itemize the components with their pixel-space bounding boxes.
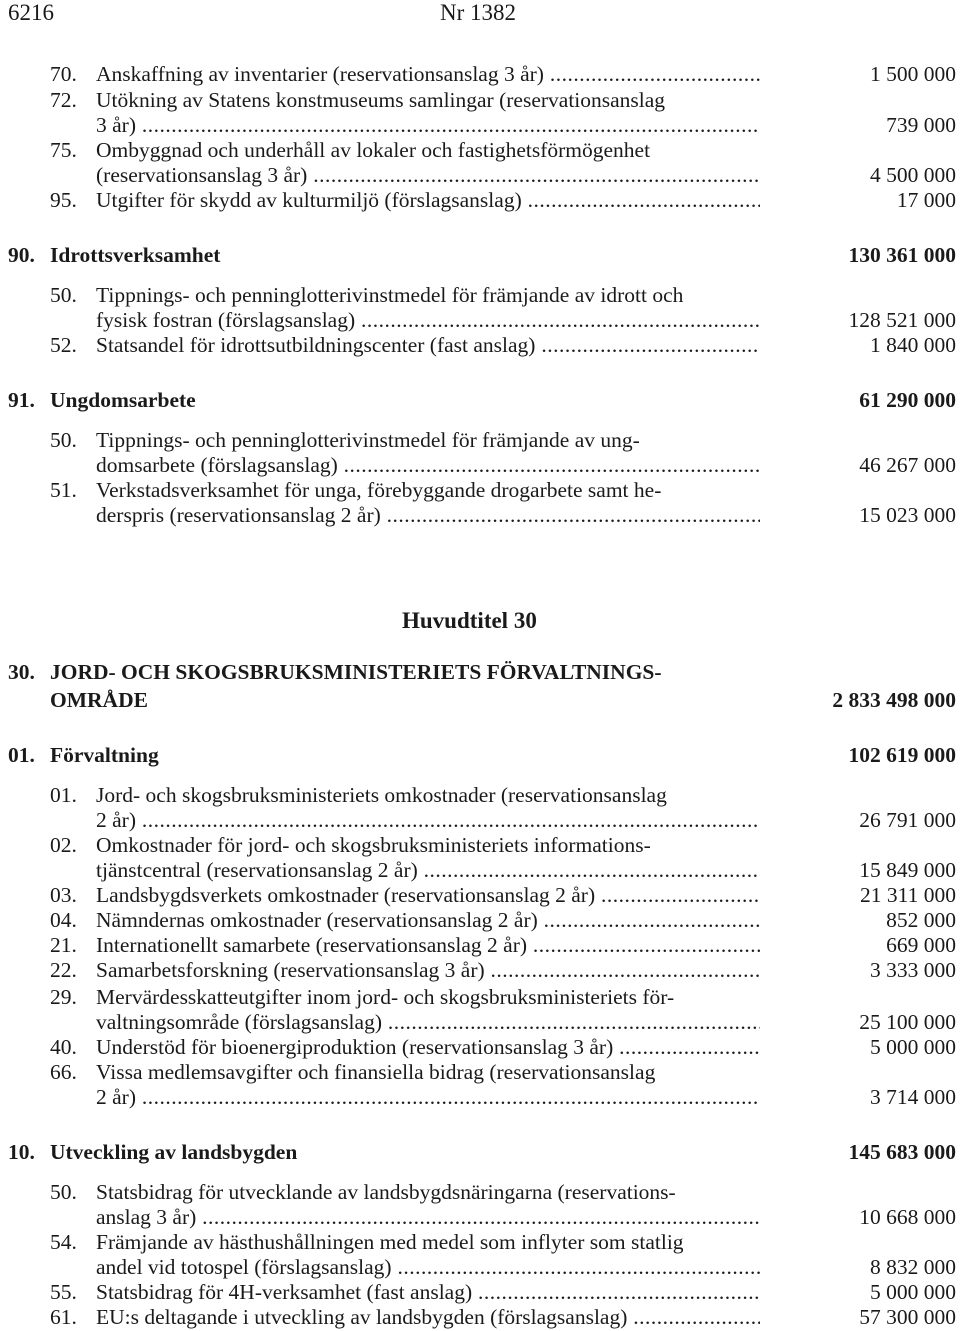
item-amount: 852 000 [886,908,956,932]
item-amount: 25 100 000 [859,1010,956,1034]
item-text: 3 år) ..... [96,113,760,138]
budget-item [50,985,956,1035]
item-number: 61. [50,1305,77,1329]
item-amount: 5 000 000 [870,1035,956,1059]
item-number: 52. [50,333,77,357]
item-amount: 1 840 000 [870,333,956,357]
item-text: Nämndernas omkostnader (reservationsanslag 2 år) ..... [96,908,760,933]
item-text: Statsandel för idrottsutbildningscenter (fast anslag) ..... [96,333,760,358]
item-amount: 669 000 [886,933,956,957]
item-text: 2 år) ..... [96,1085,760,1110]
main-title: Huvudtitel 30 [402,608,537,633]
budget-item [50,958,956,983]
item-text: Statsbidrag för 4H-verksamhet (fast anslag) ..... [96,1280,760,1305]
item-text: Understöd för bioenergiproduktion (reservationsanslag 3 år) ..... [96,1035,760,1060]
item-text: Internationellt samarbete (reservationsanslag 2 år) ..... [96,933,760,958]
item-amount: 15 023 000 [859,503,956,527]
budget-item [50,1280,956,1305]
section-amount: 145 683 000 [848,1140,956,1164]
item-text: Statsbidrag för utvecklande av landsbygdsnäringarna (reservations- [96,1180,676,1204]
item-number: 22. [50,958,77,982]
item-text: Anskaffning av inventarier (reservationsanslag 3 år) ..... [96,62,760,87]
budget-item [50,333,956,358]
item-text: tjänstcentral (reservationsanslag 2 år) ..... [96,858,760,883]
section-amount: 102 619 000 [848,743,956,767]
section-amount: 130 361 000 [848,243,956,267]
section-number: 10. [8,1140,35,1164]
item-number: 50. [50,428,77,452]
budget-item [50,933,956,958]
item-text: 2 år) ..... [96,808,760,833]
item-number: 72. [50,88,77,112]
item-text: Mervärdesskatteutgifter inom jord- och skogsbruksministeriets för- [96,985,675,1009]
budget-item [50,908,956,933]
item-amount: 8 832 000 [870,1255,956,1279]
budget-item [50,783,956,833]
item-text: Tippnings- och penninglotterivinstmedel för främjande av ung- [96,428,640,452]
item-number: 03. [50,883,77,907]
budget-item [50,883,956,908]
item-number: 51. [50,478,77,502]
section-heading [8,388,956,413]
item-text: Främjande av hästhushållningen med medel som inflyter som statlig [96,1230,684,1254]
item-amount: 21 311 000 [860,883,956,907]
item-text: anslag 3 år) ..... [96,1205,760,1230]
item-text: domsarbete (förslagsanslag) ..... [96,453,760,478]
item-text: derspris (reservationsanslag 2 år) ..... [96,503,760,528]
item-amount: 26 791 000 [859,808,956,832]
item-text: Samarbetsforskning (reservationsanslag 3 år) ..... [96,958,760,983]
item-number: 70. [50,62,77,86]
item-amount: 17 000 [896,188,956,212]
item-number: 04. [50,908,77,932]
item-number: 55. [50,1280,77,1304]
section-number: 91. [8,388,35,412]
document-header: Nr 1382 [440,0,517,25]
item-number: 02. [50,833,77,857]
section-number: 01. [8,743,35,767]
item-number: 50. [50,1180,77,1204]
item-text: Utgifter för skydd av kulturmiljö (förslagsanslag) ..... [96,188,760,213]
item-text: Vissa medlemsavgifter och finansiella bidrag (reservationsanslag [96,1060,656,1084]
section-title: Förvaltning [50,743,159,767]
budget-item [50,1305,956,1330]
item-text: valtningsområde (förslagsanslag) ..... [96,1010,760,1035]
item-amount: 15 849 000 [859,858,956,882]
section-title: Idrottsverksamhet [50,243,221,267]
section-heading [8,743,956,768]
budget-item [50,283,956,333]
item-text: Tippnings- och penninglotterivinstmedel för främjande av idrott och [96,283,684,307]
item-number: 29. [50,985,77,1009]
item-text: fysisk fostran (förslagsanslag) ..... [96,308,760,333]
ministry-title: JORD- OCH SKOGSBRUKSMINISTERIETS FÖRVALTNINGS- [50,660,662,684]
budget-item [50,62,956,87]
item-amount: 3 714 000 [870,1085,956,1109]
item-text: EU:s deltagande i utveckling av landsbygden (förslagsanslag) ..... [96,1305,760,1330]
item-text: Omkostnader för jord- och skogsbruksministeriets informations- [96,833,651,857]
item-amount: 46 267 000 [859,453,956,477]
budget-item [50,1180,956,1230]
item-amount: 3 333 000 [870,958,956,982]
section-title: Ungdomsarbete [50,388,196,412]
ministry-number: 30. [8,660,35,684]
item-text: Jord- och skogsbruksministeriets omkostnader (reservationsanslag [96,783,667,807]
budget-item [50,188,956,213]
item-number: 54. [50,1230,77,1254]
item-amount: 57 300 000 [859,1305,956,1329]
item-number: 50. [50,283,77,307]
item-amount: 1 500 000 [870,62,956,86]
page-number: 6216 [8,0,54,25]
budget-item [50,428,956,478]
section-heading [8,1140,956,1165]
ministry-amount: 2 833 498 000 [832,688,956,712]
item-amount: 5 000 000 [870,1280,956,1304]
item-number: 75. [50,138,77,162]
item-number: 95. [50,188,77,212]
item-amount: 10 668 000 [859,1205,956,1229]
section-number: 90. [8,243,35,267]
budget-item [50,1035,956,1060]
item-number: 66. [50,1060,77,1084]
budget-item [50,478,956,528]
item-text: Ombyggnad och underhåll av lokaler och fastighetsförmögenhet [96,138,651,162]
item-number: 01. [50,783,77,807]
item-text: (reservationsanslag 3 år) ..... [96,163,760,188]
budget-item [50,833,956,883]
item-number: 21. [50,933,77,957]
budget-item [50,88,956,138]
item-amount: 4 500 000 [870,163,956,187]
item-text: Landsbygdsverkets omkostnader (reservationsanslag 2 år) ..... [96,883,760,908]
item-amount: 128 521 000 [848,308,956,332]
budget-item [50,138,956,188]
item-text: andel vid totospel (förslagsanslag) ..... [96,1255,760,1280]
budget-item [50,1230,956,1280]
section-title: Utveckling av landsbygden [50,1140,298,1164]
section-amount: 61 290 000 [859,388,956,412]
budget-item [50,1060,956,1110]
ministry-title: OMRÅDE [50,688,148,712]
section-heading [8,243,956,268]
item-text: Utökning av Statens konstmuseums samlingar (reservationsanslag [96,88,666,112]
item-text: Verkstadsverksamhet för unga, förebyggande drogarbete samt he- [96,478,662,502]
ministry-heading [8,660,956,716]
item-amount: 739 000 [886,113,956,137]
item-number: 40. [50,1035,77,1059]
